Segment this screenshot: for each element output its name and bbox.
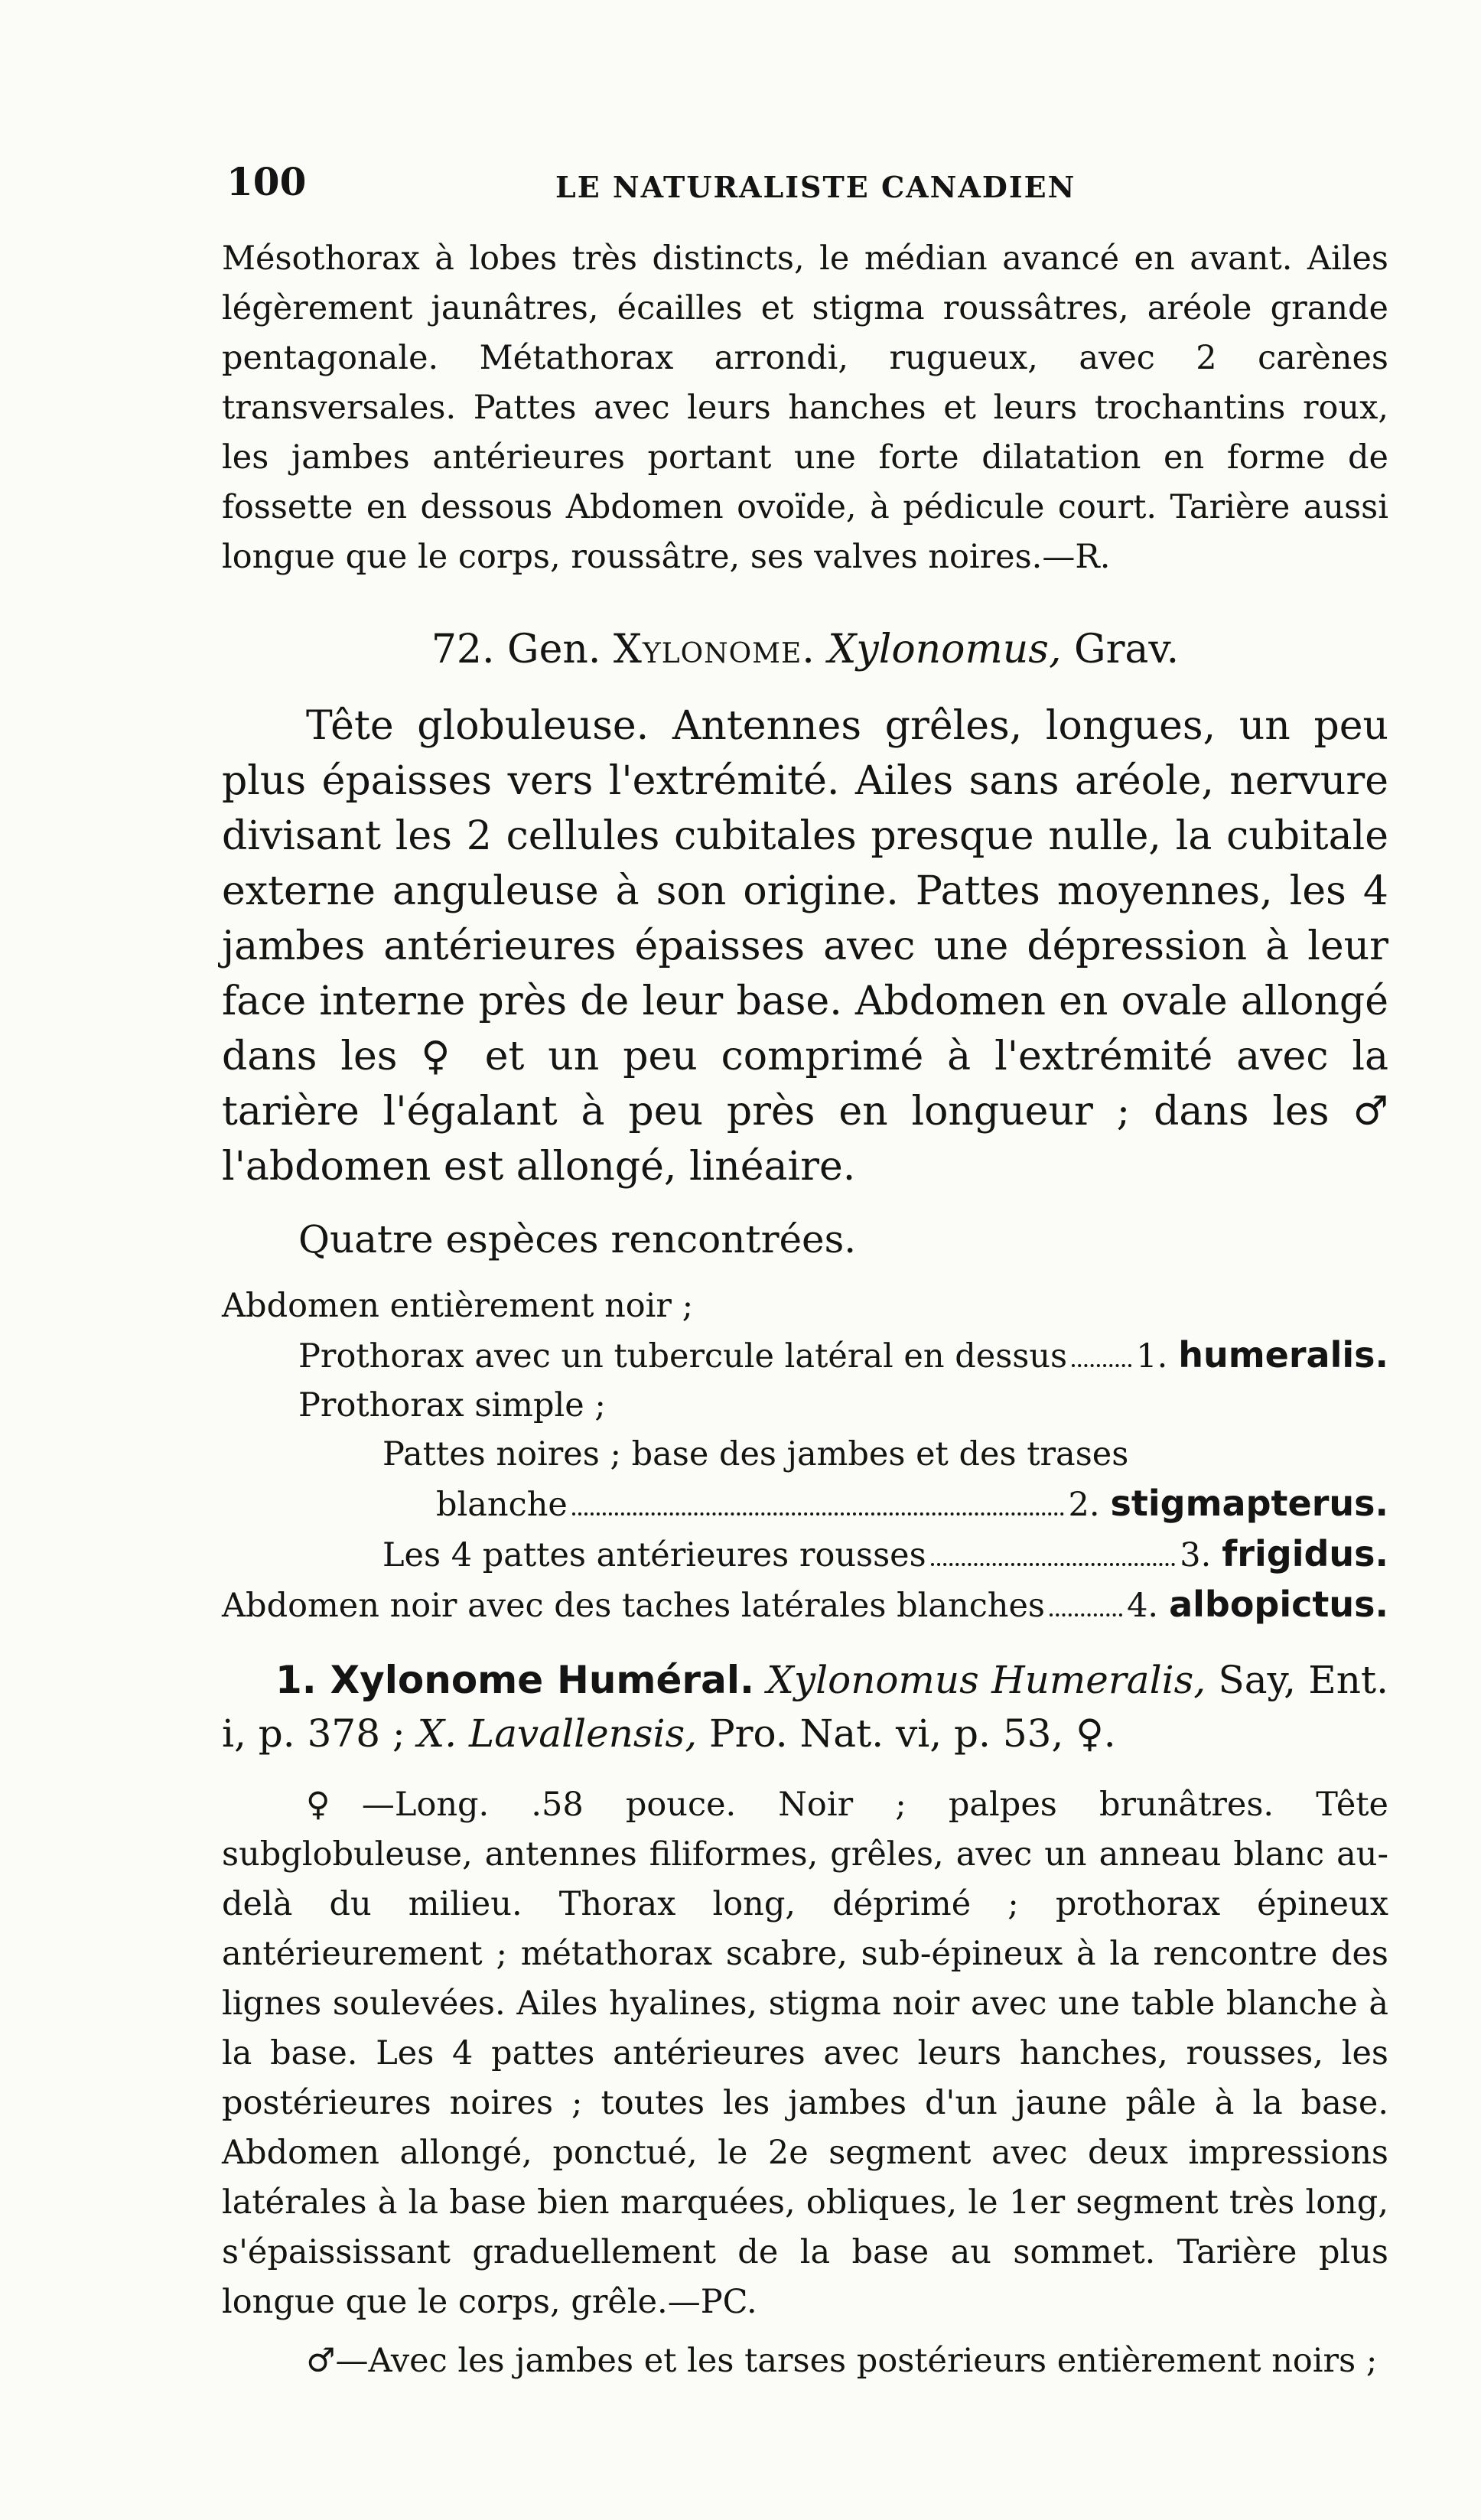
key-number: 3. [1180, 1536, 1212, 1574]
genus-latin: Xylonomus, [828, 627, 1062, 672]
key-leader-dots [931, 1563, 1176, 1566]
key-number: 2. [1068, 1486, 1100, 1524]
key-leader-dots [572, 1512, 1064, 1516]
key-text: Abdomen entièrement noir ; [222, 1287, 694, 1325]
genus-author: Grav. [1074, 627, 1180, 672]
key-species-name: humeralis. [1178, 1334, 1388, 1376]
species-key [222, 1281, 1388, 1630]
species-latin: Xylonomus Humeralis, [767, 1658, 1206, 1702]
key-species-name: stigmapterus. [1110, 1483, 1388, 1524]
key-row [222, 1281, 1388, 1330]
key-row [222, 1580, 1388, 1630]
key-leader-dots [1050, 1613, 1122, 1617]
key-row [222, 1430, 1388, 1479]
genus-heading [222, 627, 1388, 672]
key-leader-dots [1072, 1364, 1131, 1367]
key-number: 4. [1127, 1587, 1159, 1625]
key-row [222, 1381, 1388, 1430]
key-text: Prothorax simple ; [298, 1386, 606, 1424]
key-row [222, 1330, 1388, 1381]
page-body [222, 234, 1388, 2386]
key-row [222, 1479, 1388, 1529]
species-title: 1. Xylonome Huméral. [275, 1658, 754, 1702]
key-text: Abdomen noir avec des taches latérales blanches [222, 1587, 1045, 1625]
key-species-name: frigidus. [1222, 1533, 1388, 1574]
genus-description: Tête globuleuse. Antennes grêles, longues, un peu plus épaisses vers l'extrémité. Ailes sans aréole, nervure divisant les 2 cellules cubitales presque nulle, la cubitale externe anguleuse à son origine. Pattes moyennes, les 4 jambes antérieures épaisses avec une dépression à leur face interne près de leur base. Abdomen en ovale allongé dans les ♀ et un peu comprimé à l'extrémité avec la tarière l'égalant à peu près en longueur ; dans les ♂ l'abdomen est allongé, linéaire. [222, 703, 1388, 1190]
running-title: LE NATURALISTE CANADIEN [555, 170, 1076, 204]
genus-number: 72. Gen. [431, 627, 601, 672]
key-number: 1. [1136, 1337, 1168, 1376]
key-row [222, 1529, 1388, 1580]
species-heading [222, 1653, 1388, 1760]
continuation-paragraph: Mésothorax à lobes très distincts, le médian avancé en avant. Ailes légèrement jaunâtres, écailles et stigma roussâtres, aréole grande pentagonale. Métathorax arrondi, rugueux, avec 2 carènes transversales. Pattes avec leurs hanches et leurs trochantins roux, les jambes antérieures portant une forte dilatation en forme de fossette en dessous Abdomen ovoïde, à pédicule court. Tarière aussi longue que le corps, roussâtre, ses valves noires.—R. [222, 239, 1388, 576]
synonym-reference: Pro. Nat. vi, p. 53, ♀. [709, 1711, 1116, 1756]
key-species-name: albopictus. [1169, 1584, 1388, 1625]
species-synonym: X. Lavallensis, [417, 1711, 698, 1756]
species-intro: Quatre espèces rencontrées. [298, 1217, 857, 1262]
key-text: blanche [436, 1486, 568, 1524]
key-text: Les 4 pattes antérieures rousses [382, 1536, 926, 1574]
female-description: ♀—Long. .58 pouce. Noir ; palpes brunâtres. Tête subglobuleuse, antennes filiformes, grêles, avec un anneau blanc au-delà du milieu. Thorax long, déprimé ; prothorax épineux antérieurement ; métathorax scabre, sub-épineux à la rencontre des lignes soulevées. Ailes hyalines, stigma noir avec une table blanche à la base. Les 4 pattes antérieures avec leurs hanches, rousses, les postérieures noires ; toutes les jambes d'un jaune pâle à la base. Abdomen allongé, ponctué, le 2e segment avec deux impressions latérales à la base bien marquées, obliques, le 1er segment très long, s'épaississant graduellement de la base au sommet. Tarière plus longue que le corps, grêle.—PC. [222, 1786, 1388, 2321]
key-text: Prothorax avec un tubercule latéral en dessus [298, 1337, 1068, 1376]
page-number: 100 [226, 159, 307, 204]
species-reference: Say, Ent. i, p. 378 ; [222, 1658, 1388, 1756]
male-description: ♂—Avec les jambes et les tarses postérieurs entièrement noirs ; [306, 2342, 1378, 2380]
page-header [226, 159, 1343, 205]
genus-name: Xylonome. [613, 627, 815, 672]
key-text: Pattes noires ; base des jambes et des trases [382, 1435, 1129, 1473]
